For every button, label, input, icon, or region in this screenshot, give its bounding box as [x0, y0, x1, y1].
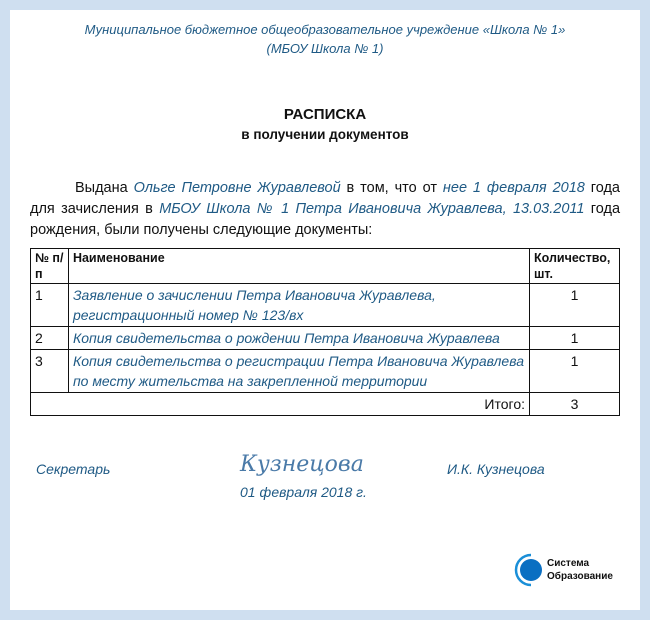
text: года для зачисления в — [30, 180, 620, 217]
brand-logo — [513, 552, 613, 588]
logo-line1: Система — [547, 558, 590, 569]
row-quantity: 1 — [530, 350, 620, 393]
header-number: № п/п — [31, 249, 69, 284]
document-title: РАСПИСКА — [283, 106, 367, 123]
table-header-row — [31, 249, 620, 284]
header-quantity: Количество, шт. — [530, 249, 620, 284]
signature-date: 01 февраля 2018 г. — [240, 484, 367, 500]
row-quantity: 1 — [530, 327, 620, 350]
total-value: 3 — [530, 393, 620, 416]
handwritten-signature: Кузнецова — [240, 452, 364, 477]
signer-position: Секретарь — [36, 461, 111, 477]
total-label: Итого: — [31, 393, 530, 416]
text: Выдана — [75, 180, 134, 196]
row-number: 2 — [31, 327, 69, 350]
school-and-child: МБОУ Школа № 1 Петра Ивановича Журавлева, 13.03.2011 — [159, 201, 585, 217]
row-document: Копия свидетельства о регистрации Петра Ивановича Журавлева по месту жительства на закрепленной территории — [68, 350, 529, 393]
total-row — [31, 393, 620, 416]
documents-table — [30, 248, 620, 416]
row-quantity: 1 — [530, 284, 620, 327]
row-document: Копия свидетельства о рождении Петра Ивановича Журавлева — [68, 327, 529, 350]
table-row — [31, 284, 620, 327]
header-name: Наименование — [68, 249, 529, 284]
document-subtitle: в получении документов — [241, 127, 409, 142]
table-row — [31, 327, 620, 350]
row-document: Заявление о зачислении Петра Ивановича Журавлева, регистрационный номер № 123/вх — [68, 284, 529, 327]
org-short-name: (МБОУ Школа № 1) — [266, 41, 384, 56]
text: в том, что от — [340, 180, 443, 196]
recipient-name: Ольге Петровне Журавлевой — [133, 180, 341, 196]
receipt-date: нее 1 февраля 2018 — [442, 180, 585, 196]
receipt-paragraph — [30, 178, 620, 241]
signer-name: И.К. Кузнецова — [447, 461, 545, 477]
row-number: 3 — [31, 350, 69, 393]
org-name: Муниципальное бюджетное общеобразовательное учреждение «Школа № 1» — [84, 22, 566, 37]
row-number: 1 — [31, 284, 69, 327]
globe-logo-icon — [513, 552, 543, 588]
logo-line2: Образование — [547, 571, 613, 582]
table-row — [31, 350, 620, 393]
organization-header — [0, 20, 650, 58]
text: года рождения, были получены следующие документы: — [30, 201, 621, 238]
